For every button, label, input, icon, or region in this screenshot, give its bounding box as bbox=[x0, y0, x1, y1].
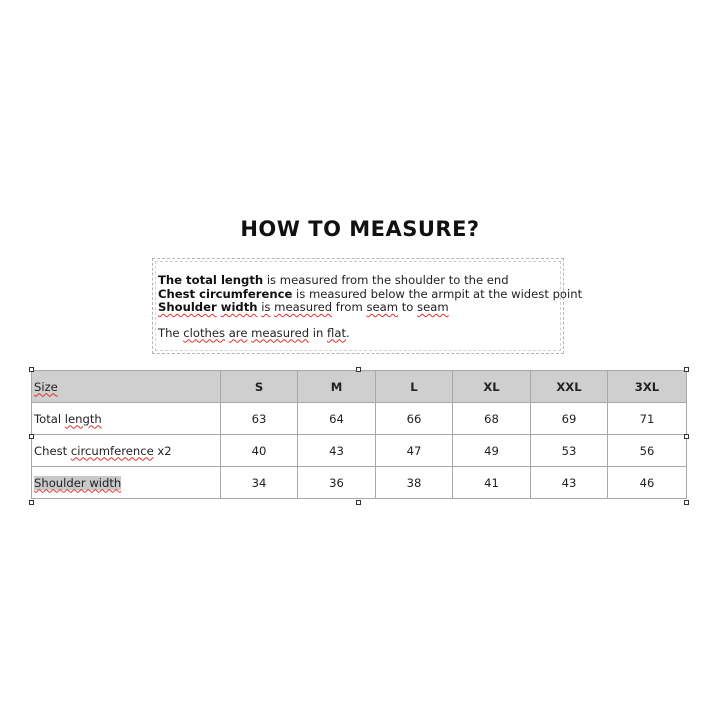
info-bold-shoulder: Shoulder bbox=[158, 300, 217, 314]
resize-handle-top-center[interactable] bbox=[356, 367, 361, 372]
info-word-flat: flat bbox=[327, 325, 346, 340]
table-cell[interactable]: 36 bbox=[298, 467, 376, 499]
header-label-size: Size bbox=[34, 379, 58, 394]
row-label-shoulder-width[interactable] bbox=[32, 467, 221, 499]
info-word-seam-2: seam bbox=[417, 300, 449, 314]
resize-handle-middle-right[interactable] bbox=[684, 434, 689, 439]
page-title: HOW TO MEASURE? bbox=[240, 217, 480, 241]
header-cell-m[interactable]: M bbox=[298, 371, 376, 403]
info-bold-width: width bbox=[220, 300, 258, 314]
table-cell[interactable]: 53 bbox=[531, 435, 608, 467]
info-period: . bbox=[345, 325, 350, 340]
table-cell[interactable]: 41 bbox=[453, 467, 531, 499]
table-cell[interactable]: 40 bbox=[221, 435, 298, 467]
table-row bbox=[32, 403, 687, 435]
size-chart-table[interactable] bbox=[31, 370, 687, 499]
header-cell-l[interactable]: L bbox=[376, 371, 453, 403]
table-cell[interactable]: 66 bbox=[376, 403, 453, 435]
info-word-is: is bbox=[261, 300, 271, 314]
info-word-from: from bbox=[332, 300, 367, 314]
info-line-chest bbox=[158, 286, 583, 302]
table-cell[interactable]: 46 bbox=[608, 467, 687, 499]
info-text-total-length: is measured from the shoulder to the end bbox=[263, 273, 509, 287]
header-cell-3xl[interactable]: 3XL bbox=[608, 371, 687, 403]
row-label-text-selected: Shoulder width bbox=[34, 475, 122, 490]
info-word-to: to bbox=[398, 300, 418, 314]
table-cell[interactable]: 69 bbox=[531, 403, 608, 435]
table-cell[interactable]: 56 bbox=[608, 435, 687, 467]
row-label-suffix: x2 bbox=[153, 443, 172, 458]
resize-handle-bottom-right[interactable] bbox=[684, 500, 689, 505]
table-cell[interactable]: 43 bbox=[531, 467, 608, 499]
info-word-seam-1: seam bbox=[366, 300, 399, 314]
row-label-text-spell: circumference bbox=[70, 443, 154, 458]
table-cell[interactable]: 43 bbox=[298, 435, 376, 467]
table-header-row bbox=[32, 371, 687, 403]
header-cell-xxl[interactable]: XXL bbox=[531, 371, 608, 403]
table-cell[interactable]: 38 bbox=[376, 467, 453, 499]
info-line-shoulder bbox=[158, 301, 563, 315]
info-word-in: in bbox=[309, 325, 328, 340]
table-cell[interactable]: 34 bbox=[221, 467, 298, 499]
resize-handle-bottom-center[interactable] bbox=[356, 500, 361, 505]
row-label-chest-circumference[interactable] bbox=[32, 435, 221, 467]
resize-handle-top-left[interactable] bbox=[29, 367, 34, 372]
table-cell[interactable]: 49 bbox=[453, 435, 531, 467]
row-label-total-length[interactable] bbox=[32, 403, 221, 435]
resize-handle-middle-left[interactable] bbox=[29, 434, 34, 439]
info-word-the: The bbox=[158, 325, 184, 340]
table-cell[interactable]: 68 bbox=[453, 403, 531, 435]
table-cell[interactable]: 63 bbox=[221, 403, 298, 435]
measurement-info-box[interactable] bbox=[152, 258, 583, 354]
info-bold-total-length: The total length bbox=[158, 273, 264, 287]
row-label-text: Total bbox=[34, 411, 65, 426]
resize-handle-bottom-left[interactable] bbox=[29, 500, 34, 505]
info-word-measured: measured bbox=[274, 300, 333, 314]
header-cell-size[interactable] bbox=[32, 371, 221, 403]
info-bold-chest: Chest circumference bbox=[158, 286, 293, 301]
table-cell[interactable]: 71 bbox=[608, 403, 687, 435]
info-line-total-length bbox=[158, 274, 563, 288]
info-word-clothes: clothes bbox=[183, 325, 226, 340]
table-row bbox=[32, 435, 687, 467]
info-text-chest: is measured below the armpit at the widest point bbox=[292, 286, 583, 301]
resize-handle-top-right[interactable] bbox=[684, 367, 689, 372]
info-word-are: are bbox=[228, 325, 248, 340]
info-line-flat bbox=[158, 327, 563, 341]
header-cell-xl[interactable]: XL bbox=[453, 371, 531, 403]
row-label-text-spell: length bbox=[64, 411, 102, 426]
header-cell-s[interactable]: S bbox=[221, 371, 298, 403]
table-cell[interactable]: 47 bbox=[376, 435, 453, 467]
info-word-measured-2: measured bbox=[251, 325, 310, 340]
table-row bbox=[32, 467, 687, 499]
row-label-text: Chest bbox=[34, 443, 71, 458]
table-cell[interactable]: 64 bbox=[298, 403, 376, 435]
